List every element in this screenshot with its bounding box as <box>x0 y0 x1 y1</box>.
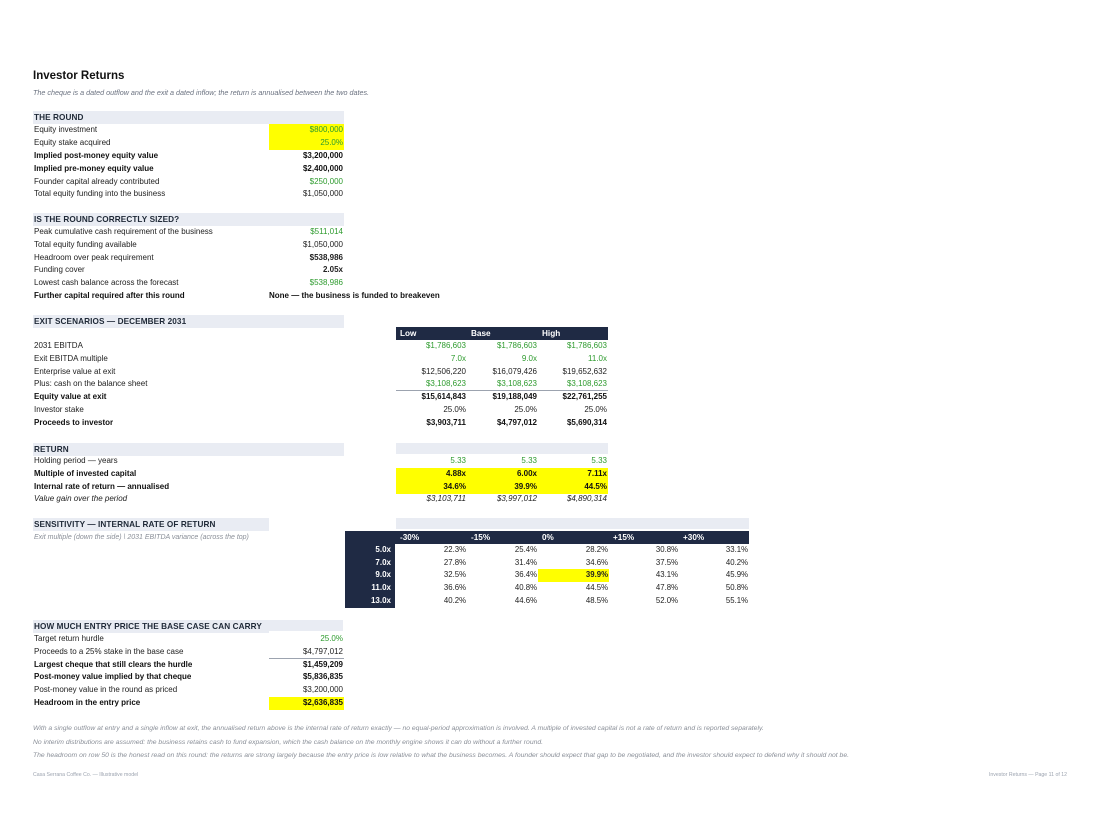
highlight-cell: 34.6% <box>396 481 467 494</box>
value-cell: 5.33 <box>591 456 607 465</box>
column-header-low: Low <box>396 327 467 340</box>
table-row <box>33 646 345 659</box>
table-row <box>33 366 609 379</box>
sensitivity-base-cell: 39.9% <box>538 569 609 582</box>
row-label: Headroom over peak requirement <box>34 253 154 262</box>
value-cell: $538,986 <box>309 278 343 287</box>
row-label: Total equity funding available <box>34 240 137 249</box>
column-header-base: Base <box>467 327 538 340</box>
row-label: Internal rate of return — annualised <box>34 482 170 491</box>
value-cell: $3,108,623 <box>538 378 608 391</box>
table-row <box>33 493 609 506</box>
sensitivity-caption: Exit multiple (down the side) \ 2031 EBITDA variance (across the top) <box>34 534 249 541</box>
row-label: Further capital required after this round <box>34 291 185 300</box>
sensitivity-cell: 31.4% <box>514 558 537 567</box>
value-cell: $4,797,012 <box>496 418 537 427</box>
section-header-bar <box>396 443 608 454</box>
highlight-cell: $2,636,835 <box>269 697 344 710</box>
value-cell: None — the business is funded to breakeven <box>269 291 440 300</box>
sensitivity-cell: 32.5% <box>443 570 466 579</box>
sensitivity-cell: 55.1% <box>725 596 748 605</box>
section-header-sensitivity: SENSITIVITY — INTERNAL RATE OF RETURN <box>33 518 269 531</box>
row-label: Value gain over the period <box>34 494 128 503</box>
row-header: 7.0x <box>345 557 395 570</box>
row-label: Implied pre-money equity value <box>34 164 154 173</box>
row-label: Largest cheque that still clears the hurdle <box>34 660 193 669</box>
row-label: 2031 EBITDA <box>34 341 83 350</box>
input-cell[interactable]: 25.0% <box>269 137 344 150</box>
row-label: Implied post-money equity value <box>34 151 159 160</box>
row-label: Target return hurdle <box>34 634 104 643</box>
row-label: Equity stake acquired <box>34 138 111 147</box>
sensitivity-cell: 47.8% <box>655 583 678 592</box>
value-cell: $19,652,632 <box>562 367 607 376</box>
value-cell: $16,079,426 <box>492 367 537 376</box>
value-cell: $12,506,220 <box>421 367 466 376</box>
footnote: No interim distributions are assumed: the business retains cash to fund expansion, which the cash balance on the monthly engine shows it can do without a further round. <box>33 739 544 746</box>
table-row <box>33 468 609 481</box>
value-cell: $2,400,000 <box>302 164 343 173</box>
row-header: 5.0x <box>345 544 395 557</box>
value-cell: 25.0% <box>514 405 537 414</box>
sensitivity-cell: 48.5% <box>585 596 608 605</box>
table-row <box>33 176 345 189</box>
value-cell: 5.33 <box>521 456 537 465</box>
table-row <box>33 697 345 710</box>
table-row <box>33 124 345 137</box>
sensitivity-cell: 22.3% <box>443 545 466 554</box>
table-row <box>33 137 345 150</box>
row-header: 11.0x <box>345 582 395 595</box>
sensitivity-cell: 44.5% <box>585 583 608 592</box>
value-cell: $15,614,843 <box>421 392 466 401</box>
input-cell[interactable]: 7.0x <box>450 354 466 363</box>
table-row <box>33 378 609 391</box>
input-cell[interactable]: $800,000 <box>269 124 344 137</box>
table-row <box>33 391 609 404</box>
row-label: Proceeds to a 25% stake in the base case <box>34 647 184 656</box>
table-row <box>33 264 345 277</box>
section-header-round: THE ROUND <box>33 111 344 124</box>
page-title: Investor Returns <box>33 70 125 82</box>
sensitivity-cell: 50.8% <box>725 583 748 592</box>
sensitivity-cell: 28.2% <box>585 545 608 554</box>
value-cell: 25.0% <box>443 405 466 414</box>
value-cell: $511,014 <box>310 227 343 236</box>
table-row <box>33 252 345 265</box>
row-label: Funding cover <box>34 265 85 274</box>
value-cell: $4,890,314 <box>566 494 607 503</box>
row-label: Holding period — years <box>34 456 118 465</box>
sensitivity-cell: 52.0% <box>655 596 678 605</box>
table-row <box>33 277 345 290</box>
sensitivity-cell: 27.8% <box>443 558 466 567</box>
sensitivity-corner <box>345 531 396 544</box>
sensitivity-cell: 40.2% <box>443 596 466 605</box>
sensitivity-cell: 45.9% <box>725 570 748 579</box>
column-header-high: High <box>538 327 608 340</box>
section-header-sizing: IS THE ROUND CORRECTLY SIZED? <box>33 213 344 226</box>
value-cell: $1,786,603 <box>496 341 537 350</box>
table-row <box>33 188 345 201</box>
column-header: -30% <box>396 531 467 544</box>
value-cell: $22,761,255 <box>562 392 607 401</box>
sensitivity-cell: 25.4% <box>514 545 537 554</box>
value-cell: 5.33 <box>450 456 466 465</box>
footer-right: Investor Returns — Page 11 of 12 <box>988 772 1067 778</box>
value-cell: $3,200,000 <box>302 151 343 160</box>
value-cell: $1,050,000 <box>302 240 343 249</box>
table-row <box>33 659 345 672</box>
section-header-bar <box>396 518 749 529</box>
sensitivity-cell: 37.5% <box>655 558 678 567</box>
value-cell: $4,797,012 <box>269 646 344 659</box>
sensitivity-cell: 40.8% <box>514 583 537 592</box>
sensitivity-cell: 40.2% <box>725 558 748 567</box>
value-cell: $1,050,000 <box>302 189 343 198</box>
footnote: The headroom on row 50 is the honest read on this round: the returns are strong largely because the entry price is low relative to what the business becomes. A founder should expect that gap to be negotiated, and the investor should expect to defend why it should not be. <box>33 752 850 759</box>
sensitivity-cell: 36.6% <box>443 583 466 592</box>
value-cell: $1,786,603 <box>425 341 466 350</box>
table-row <box>33 226 345 239</box>
row-label: Exit EBITDA multiple <box>34 354 108 363</box>
table-row <box>33 404 609 417</box>
value-cell: $3,997,012 <box>496 494 537 503</box>
highlight-cell: 7.11x <box>538 468 608 481</box>
value-cell: $1,786,603 <box>566 341 607 350</box>
highlight-cell: 44.5% <box>538 481 608 494</box>
column-header: +15% <box>609 531 679 544</box>
row-label: Enterprise value at exit <box>34 367 116 376</box>
footer-left: Casa Serrana Coffee Co. — Illustrative model <box>33 772 139 778</box>
value-cell: $5,690,314 <box>566 418 607 427</box>
sensitivity-cell: 43.1% <box>655 570 678 579</box>
value-cell: $3,103,711 <box>426 494 466 503</box>
highlight-cell: 4.88x <box>396 468 467 481</box>
table-row <box>33 340 609 353</box>
input-cell[interactable]: $250,000 <box>309 177 343 186</box>
input-cell[interactable]: 11.0x <box>588 354 607 363</box>
input-cell[interactable]: 9.0x <box>521 354 537 363</box>
value-cell: $3,903,711 <box>426 418 466 427</box>
row-label: Plus: cash on the balance sheet <box>34 379 148 388</box>
value-cell: $3,108,623 <box>396 378 467 391</box>
row-label: Post-money value in the round as priced <box>34 685 178 694</box>
table-row <box>33 455 609 468</box>
sensitivity-cell: 30.8% <box>655 545 678 554</box>
value-cell: $3,108,623 <box>467 378 538 391</box>
footnote: With a single outflow at entry and a single inflow at exit, the annualised return above is the internal rate of return exactly — no equal-period approximation is involved. A multiple of invested capital is not a rate of return and is reported separately. <box>33 725 764 732</box>
section-header-exit: EXIT SCENARIOS — DECEMBER 2031 <box>33 315 344 328</box>
table-row <box>33 353 609 366</box>
highlight-cell: 39.9% <box>467 481 538 494</box>
value-cell: $1,459,209 <box>302 660 343 669</box>
table-row <box>33 163 345 176</box>
value-cell: 25.0% <box>584 405 607 414</box>
row-label: Peak cumulative cash requirement of the business <box>34 227 213 236</box>
sensitivity-cell: 33.1% <box>725 545 748 554</box>
input-cell[interactable]: 25.0% <box>320 634 343 643</box>
section-header-entry: HOW MUCH ENTRY PRICE THE BASE CASE CAN CARRY <box>33 620 269 633</box>
table-row <box>33 684 345 697</box>
sensitivity-cell: 34.6% <box>585 558 608 567</box>
table-row <box>33 671 345 684</box>
column-header: 0% <box>538 531 609 544</box>
sensitivity-cell: 36.4% <box>514 570 537 579</box>
column-header: +30% <box>679 531 749 544</box>
value-cell: $3,200,000 <box>302 685 343 694</box>
row-label: Post-money value implied by that cheque <box>34 672 192 681</box>
table-row <box>33 290 483 303</box>
row-header: 9.0x <box>345 569 395 582</box>
row-label: Proceeds to investor <box>34 418 114 427</box>
row-label: Lowest cash balance across the forecast <box>34 278 179 287</box>
value-cell: $538,986 <box>309 253 343 262</box>
section-header-bar <box>268 620 343 631</box>
table-row <box>33 481 609 494</box>
page-subtitle: The cheque is a dated outflow and the exit a dated inflow; the return is annualised between the two dates. <box>33 88 370 97</box>
row-label: Total equity funding into the business <box>34 189 166 198</box>
section-header-return: RETURN <box>33 443 344 456</box>
table-row <box>33 417 609 430</box>
row-header: 13.0x <box>345 595 395 608</box>
row-label: Headroom in the entry price <box>34 698 141 707</box>
table-row <box>33 239 345 252</box>
row-label: Equity value at exit <box>34 392 107 401</box>
row-label: Investor stake <box>34 405 84 414</box>
row-label: Equity investment <box>34 125 98 134</box>
value-cell: 2.05x <box>322 265 343 274</box>
highlight-cell: 6.00x <box>467 468 538 481</box>
table-row <box>33 150 345 163</box>
row-label: Founder capital already contributed <box>34 177 160 186</box>
row-label: Multiple of invested capital <box>34 469 137 478</box>
sensitivity-cell: 44.6% <box>514 596 537 605</box>
value-cell: $19,188,049 <box>492 392 537 401</box>
column-header: -15% <box>467 531 538 544</box>
table-row <box>33 633 345 646</box>
value-cell: $5,836,835 <box>302 672 343 681</box>
